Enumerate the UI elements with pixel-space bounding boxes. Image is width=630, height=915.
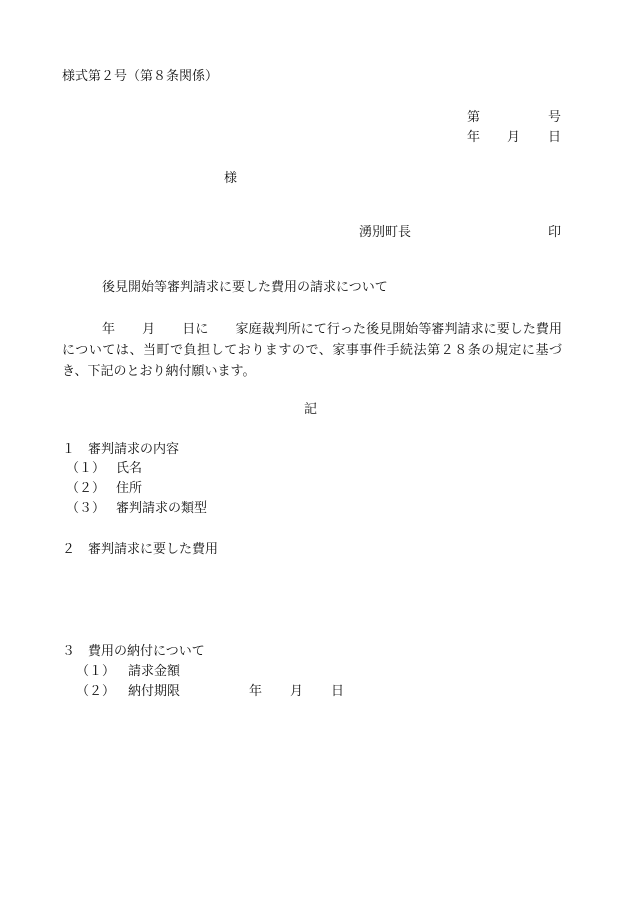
addressee-suffix: 様: [224, 171, 238, 186]
body-date-month: 月: [142, 322, 156, 337]
section3-item1-label: 請求金額: [128, 664, 181, 679]
section3-item1-num: （１）: [76, 664, 116, 679]
seal-mark: 印: [548, 225, 562, 240]
date-day: 日: [548, 130, 562, 145]
form-number: 様式第２号（第８条関係）: [62, 69, 219, 84]
section1-item1-num: （１）: [66, 461, 106, 476]
section2-heading: ２ 審判請求に要した費用: [62, 542, 219, 557]
body-date-year: 年: [102, 322, 116, 337]
section1-item3-label: 審判請求の類型: [116, 501, 208, 516]
deadline-year: 年: [249, 684, 263, 699]
section3-heading: ３ 費用の納付について: [62, 644, 205, 659]
ki-heading: 記: [304, 402, 318, 417]
doc-number-suffix: 号: [548, 110, 562, 125]
body-date-day: 日に: [182, 322, 209, 337]
body-paragraph: [62, 319, 562, 382]
deadline-month: 月: [290, 684, 304, 699]
date-month: 月: [507, 130, 521, 145]
section1-item2-num: （２）: [66, 481, 106, 496]
section1-heading: １ 審判請求の内容: [62, 442, 180, 457]
doc-number-prefix: 第: [467, 110, 481, 125]
body-text: 家庭裁判所にて行った後見開始等審判請求に要した費用については、当町で負担しておりますので、家事事件手続法第２８条の規定に基づき、下記のとおり納付願います。: [62, 322, 562, 379]
section1-item2-label: 住所: [116, 481, 143, 496]
subject-line: 後見開始等審判請求に要した費用の請求について: [102, 280, 388, 295]
date-year: 年: [467, 130, 481, 145]
section3-item2-label: 納付期限: [128, 684, 181, 699]
deadline-day: 日: [331, 684, 345, 699]
section1-item1-label: 氏名: [116, 461, 143, 476]
sender-name: 湧別町長: [359, 225, 412, 240]
section3-item2-num: （２）: [76, 684, 116, 699]
section1-item3-num: （３）: [66, 501, 106, 516]
